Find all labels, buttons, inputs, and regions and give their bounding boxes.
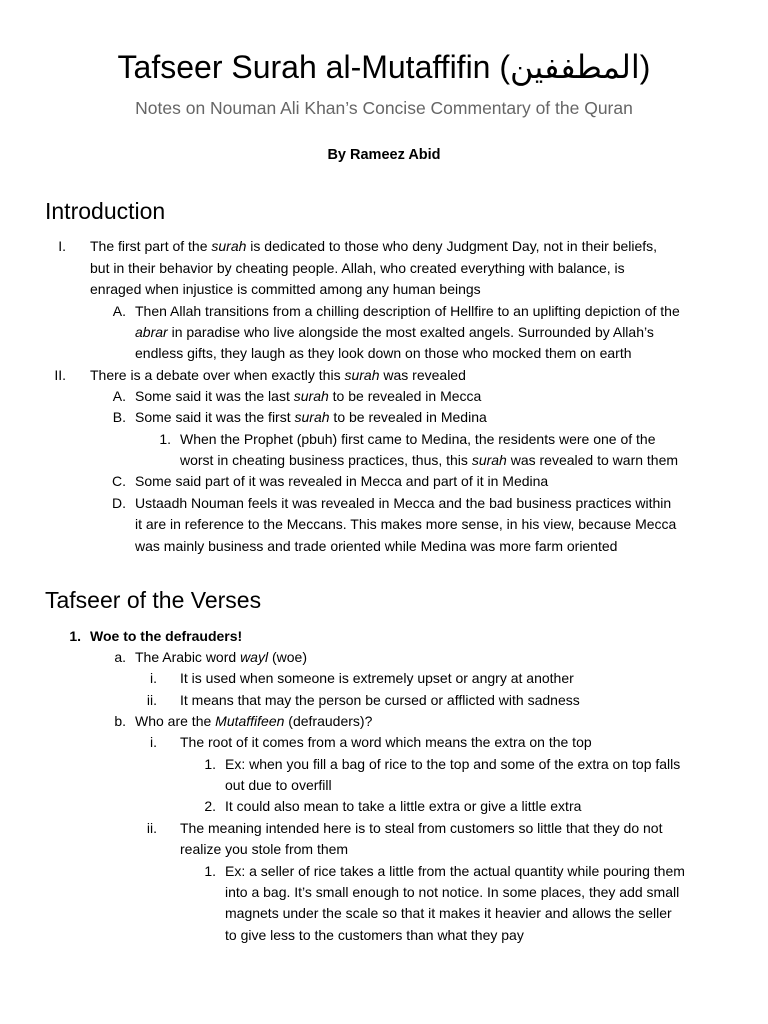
list-item-text: out due to overfill [225, 777, 332, 793]
list-item-text: realize you stole from them [180, 841, 349, 857]
list-marker: a. [114, 649, 126, 665]
document-title: Tafseer Surah al-Mutaffifin (المطففين) [117, 49, 651, 85]
list-item-text: Some said it was the first surah to be revealed in Medina [135, 409, 487, 425]
verse-heading: Woe to the defrauders! [90, 628, 243, 644]
section-heading-introduction: Introduction [45, 198, 166, 224]
list-item-text: magnets under the scale so that it makes it heavier and allows the seller [225, 905, 672, 921]
list-item-text: endless gifts, they laugh as they look down on those who mocked them on earth [135, 345, 632, 361]
list-item-text: to give less to the customers than what they pay [225, 927, 524, 943]
list-item-text: The root of it comes from a word which means the extra on the top [180, 734, 592, 750]
list-item-text: was mainly business and trade oriented while Medina was more farm oriented [135, 538, 618, 554]
list-marker: ii. [146, 820, 157, 836]
list-item-text: enraged when injustice is committed among any human beings [90, 281, 481, 297]
list-item-text: Then Allah transitions from a chilling description of Hellfire to an uplifting depiction of the [135, 303, 680, 319]
list-marker: A. [112, 388, 126, 404]
list-item-text: The Arabic word wayl (woe) [135, 649, 307, 665]
list-marker: 2. [204, 798, 216, 814]
list-marker: A. [112, 303, 126, 319]
document-subtitle: Notes on Nouman Ali Khan’s Concise Commentary of the Quran [135, 98, 633, 118]
list-item-text: Who are the Mutaffifeen (defrauders)? [135, 713, 373, 729]
list-marker: C. [112, 473, 126, 489]
list-item-text: Some said it was the last surah to be revealed in Mecca [135, 388, 482, 404]
list-item-text: When the Prophet (pbuh) first came to Medina, the residents were one of the [180, 431, 656, 447]
list-item-text: It means that may the person be cursed or afflicted with sadness [180, 692, 580, 708]
list-marker: B. [112, 409, 126, 425]
list-item-text: into a bag. It’s small enough to not notice. In some places, they add small [225, 884, 680, 900]
list-item-text: worst in cheating business practices, thus, this surah was revealed to warn them [180, 452, 679, 468]
list-item-text: abrar in paradise who live alongside the most exalted angels. Surrounded by Allah’s [135, 324, 654, 340]
list-marker: D. [112, 495, 126, 511]
list-marker: II. [54, 367, 66, 383]
list-marker: ii. [146, 692, 157, 708]
document-author: By Rameez Abid [327, 147, 441, 163]
list-marker: i. [150, 670, 157, 686]
list-item-text: Ustaadh Nouman feels it was revealed in Mecca and the bad business practices within [135, 495, 672, 511]
list-item-text: There is a debate over when exactly this surah was revealed [90, 367, 466, 383]
list-item-text: it are in reference to the Meccans. This makes more sense, in his view, because Mecca [135, 516, 677, 532]
list-item-text: It is used when someone is extremely upset or angry at another [180, 670, 574, 686]
list-marker: 1. [159, 431, 171, 447]
list-item-text: Ex: a seller of rice takes a little from the actual quantity while pouring them [225, 863, 685, 879]
list-item-text: It could also mean to take a little extra or give a little extra [225, 798, 582, 814]
list-item-text: Ex: when you fill a bag of rice to the top and some of the extra on top falls [225, 756, 681, 772]
list-item-text: Some said part of it was revealed in Mecca and part of it in Medina [135, 473, 549, 489]
list-marker: b. [114, 713, 126, 729]
list-item-text: but in their behavior by cheating people. Allah, who created everything with balance, is [90, 260, 625, 276]
list-marker: I. [58, 238, 66, 254]
list-item-text: The meaning intended here is to steal from customers so little that they do not [180, 820, 663, 836]
section-heading-tafseer: Tafseer of the Verses [45, 587, 262, 613]
list-marker: 1. [204, 863, 216, 879]
list-marker: 1. [204, 756, 216, 772]
list-item-text: The first part of the surah is dedicated to those who deny Judgment Day, not in their beliefs, [90, 238, 658, 254]
list-marker: i. [150, 734, 157, 750]
list-marker: 1. [69, 628, 81, 644]
